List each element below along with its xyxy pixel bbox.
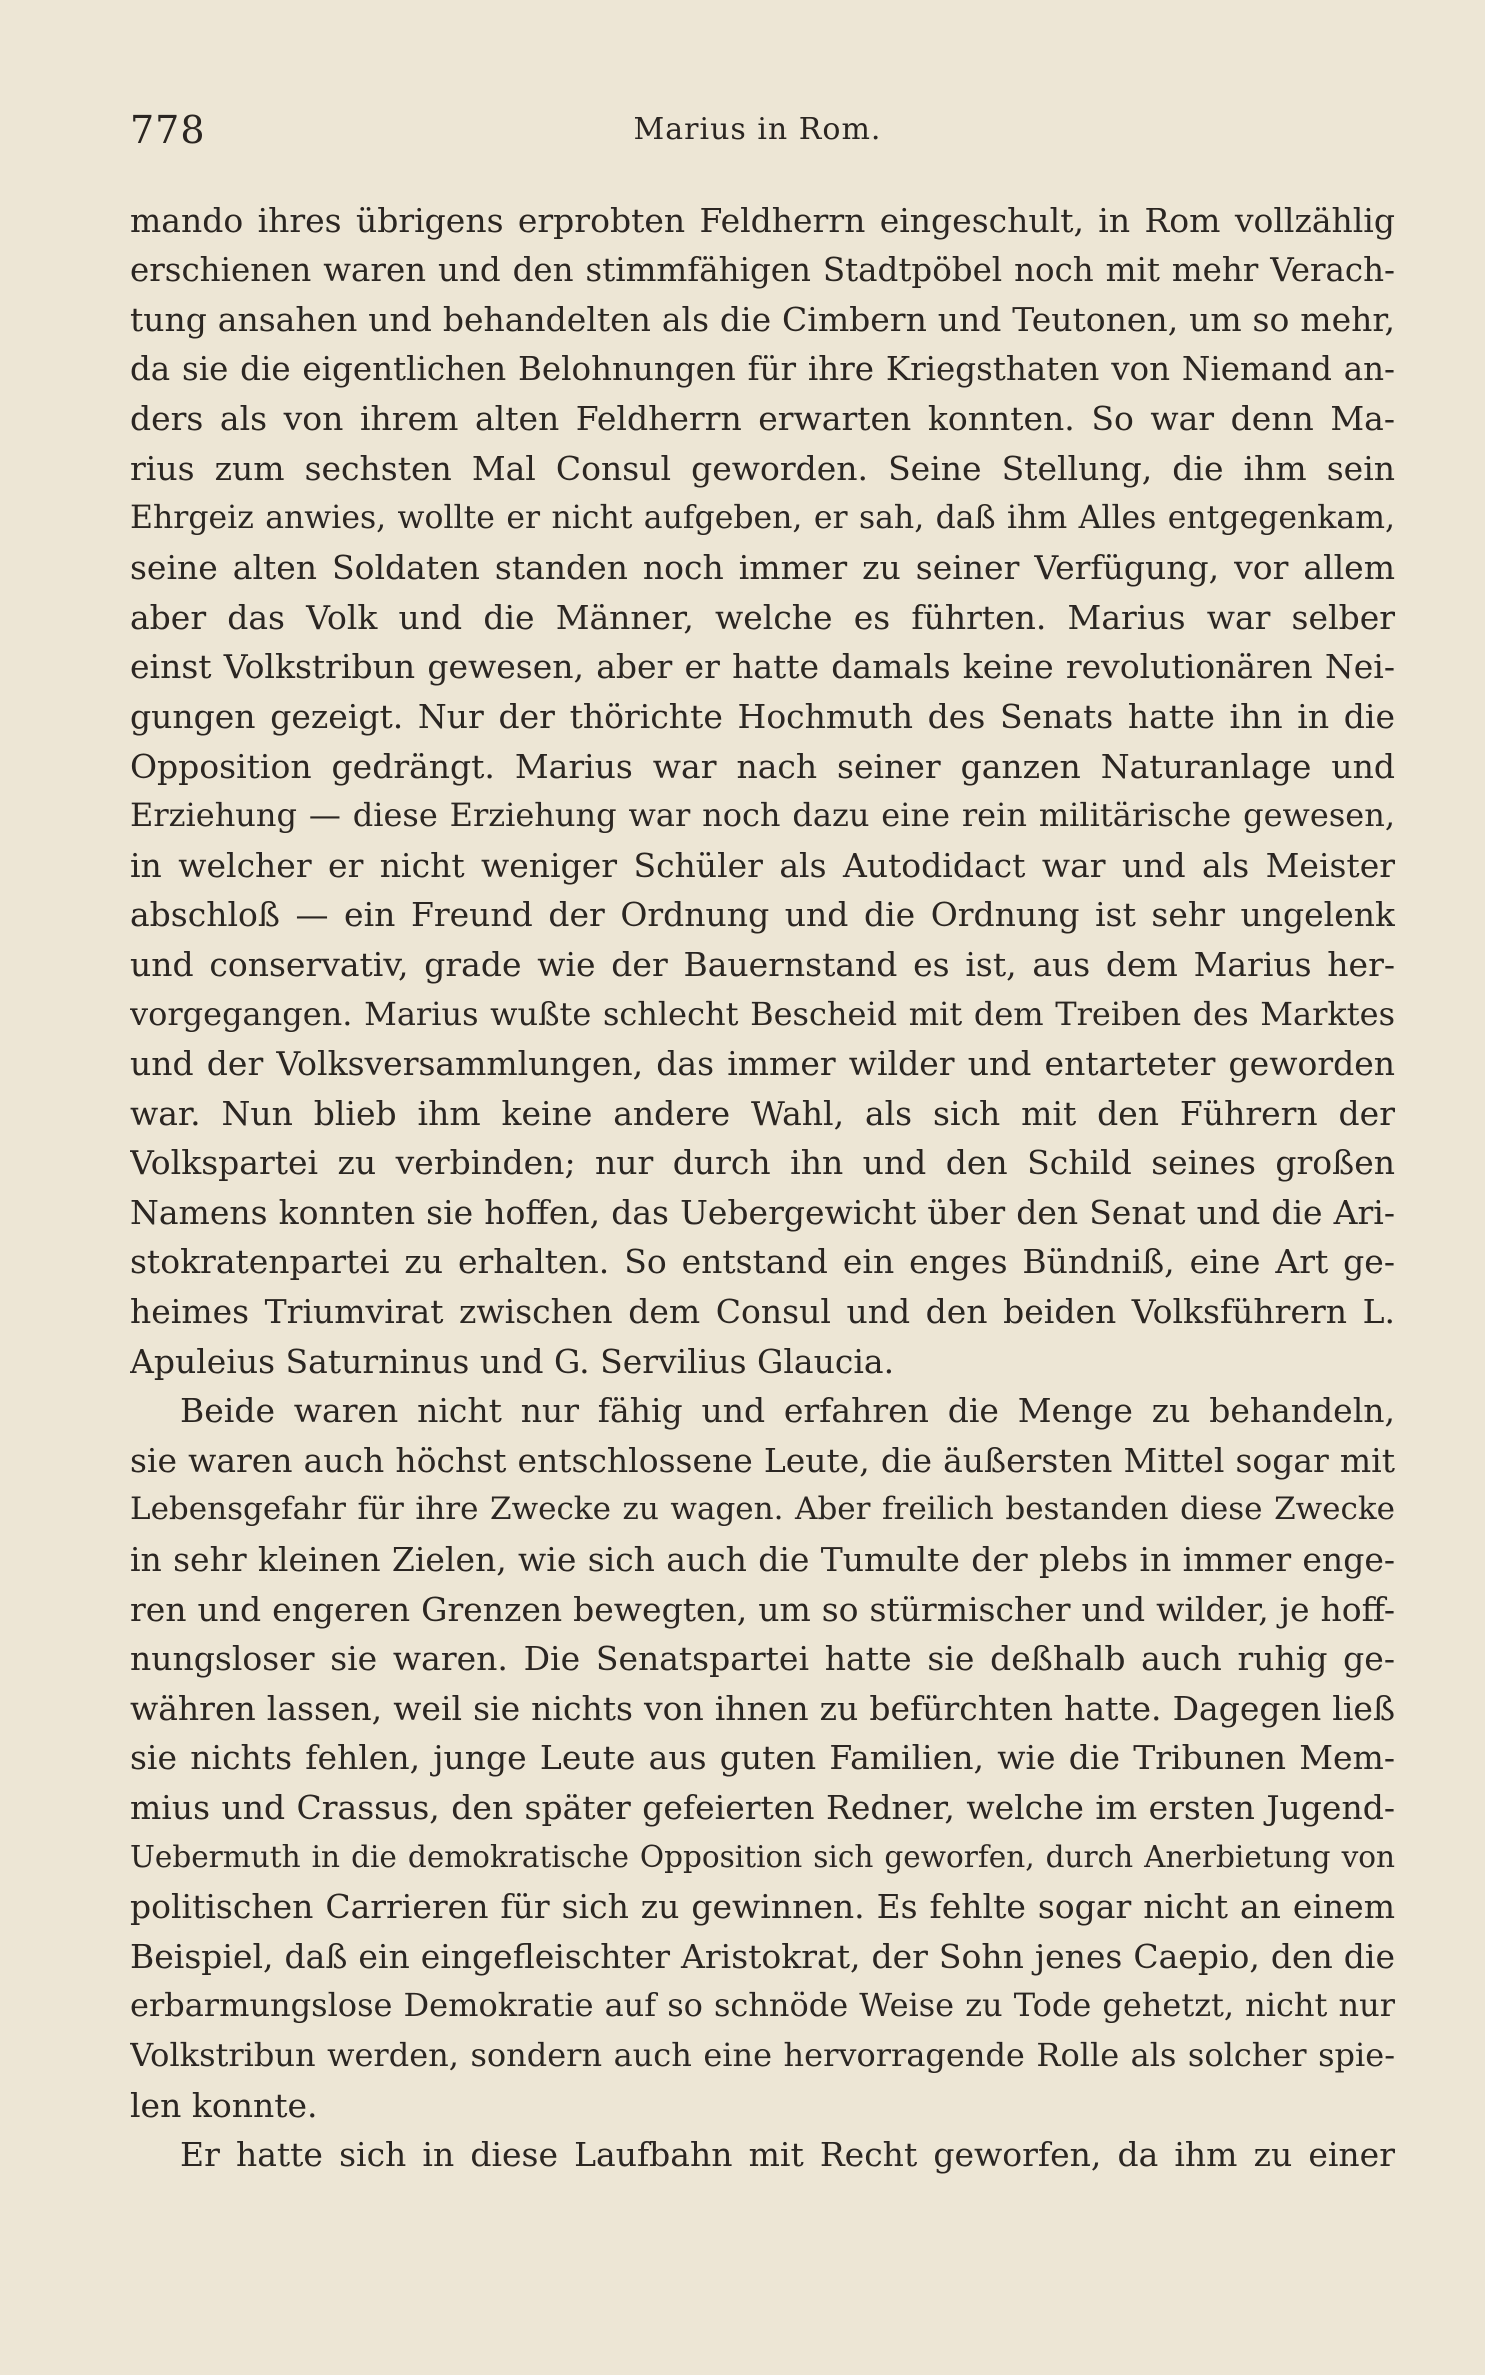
- page-header: [130, 108, 1385, 158]
- text-line: seine alten Soldaten standen noch immer zu seiner Verfügung, vor allem: [130, 548, 1395, 588]
- text-line: Apuleius Saturninus und G. Servilius Glaucia.: [130, 1341, 895, 1381]
- text-line: sie nichts fehlen, junge Leute aus guten Familien, wie die Tribunen Mem-: [130, 1738, 1395, 1778]
- text-line: abschloß — ein Freund der Ordnung und die Ordnung ist sehr ungelenk: [130, 895, 1395, 935]
- text-body: [130, 196, 1395, 2180]
- page-number: 778: [130, 108, 206, 152]
- text-line: heimes Triumvirat zwischen dem Consul und den beiden Volksführern L.: [130, 1292, 1395, 1332]
- text-line: Volkstribun werden, sondern auch eine hervorragende Rolle als solcher spie-: [130, 2035, 1395, 2074]
- text-line: gungen gezeigt. Nur der thörichte Hochmuth des Senats hatte ihn in die: [130, 696, 1395, 736]
- running-title: Marius in Rom.: [633, 112, 882, 147]
- text-line: vorgegangen. Marius wußte schlecht Bescheid mit dem Treiben des Marktes: [130, 994, 1395, 1033]
- text-line: aber das Volk und die Männer, welche es führten. Marius war selber: [130, 597, 1395, 637]
- text-line: Erziehung — diese Erziehung war noch dazu eine rein militärische gewesen,: [130, 796, 1395, 835]
- text-line: Ehrgeiz anwies, wollte er nicht aufgeben, er sah, daß ihm Alles entgegenkam,: [130, 499, 1395, 536]
- text-line: Namens konnten sie hoffen, das Uebergewicht über den Senat und die Ari-: [130, 1192, 1395, 1232]
- text-line: nungsloser sie waren. Die Senatspartei hatte sie deßhalb auch ruhig ge-: [130, 1639, 1395, 1679]
- text-line: ders als von ihrem alten Feldherrn erwarten konnten. So war denn Ma-: [130, 399, 1395, 439]
- text-line: len konnte.: [130, 2085, 318, 2125]
- text-line: stokratenpartei zu erhalten. So entstand ein enges Bündniß, eine Art ge-: [130, 1242, 1395, 1282]
- text-line: währen lassen, weil sie nichts von ihnen zu befürchten hatte. Dagegen ließ: [130, 1688, 1395, 1728]
- text-line: erschienen waren und den stimmfähigen Stadtpöbel noch mit mehr Verach-: [130, 250, 1395, 289]
- text-line: politischen Carrieren für sich zu gewinnen. Es fehlte sogar nicht an einem: [130, 1887, 1395, 1927]
- text-line: erbarmungslose Demokratie auf so schnöde Weise zu Tode gehetzt, nicht nur: [130, 1986, 1395, 2025]
- text-line: Er hatte sich in diese Laufbahn mit Recht geworfen, da ihm zu einer: [180, 2135, 1395, 2175]
- text-line: in welcher er nicht weniger Schüler als Autodidact war und als Meister: [130, 845, 1395, 885]
- text-line: ren und engeren Grenzen bewegten, um so stürmischer und wilder, je hoff-: [130, 1589, 1395, 1629]
- text-line: war. Nun blieb ihm keine andere Wahl, als sich mit den Führern der: [130, 1093, 1395, 1133]
- text-line: in sehr kleinen Zielen, wie sich auch die Tumulte der plebs in immer enge-: [130, 1540, 1395, 1580]
- text-line: Lebensgefahr für ihre Zwecke zu wagen. Aber freilich bestanden diese Zwecke: [130, 1491, 1395, 1528]
- text-line: Beispiel, daß ein eingefleischter Aristokrat, der Sohn jenes Caepio, den die: [130, 1936, 1395, 1976]
- text-line: einst Volkstribun gewesen, aber er hatte damals keine revolutionären Nei-: [130, 647, 1395, 687]
- text-line: tung ansahen und behandelten als die Cimbern und Teutonen, um so mehr,: [130, 300, 1395, 340]
- text-line: sie waren auch höchst entschlossene Leute, die äußersten Mittel sogar mit: [130, 1440, 1395, 1480]
- text-line: rius zum sechsten Mal Consul geworden. Seine Stellung, die ihm sein: [130, 448, 1395, 488]
- text-line: mius und Crassus, den später gefeierten Redner, welche im ersten Jugend-: [130, 1788, 1395, 1827]
- text-line: und der Volksversammlungen, das immer wilder und entarteter geworden: [130, 1044, 1395, 1084]
- text-line: Volkspartei zu verbinden; nur durch ihn und den Schild seines großen: [130, 1143, 1395, 1183]
- text-line: mando ihres übrigens erprobten Feldherrn eingeschult, in Rom vollzählig: [130, 201, 1395, 240]
- text-line: Uebermuth in die demokratische Opposition sich geworfen, durch Anerbietung von: [130, 1839, 1395, 1874]
- text-line: da sie die eigentlichen Belohnungen für ihre Kriegsthaten von Niemand an-: [130, 349, 1395, 388]
- text-line: und conservativ, grade wie der Bauernstand es ist, aus dem Marius her-: [130, 944, 1395, 984]
- text-line: Beide waren nicht nur fähig und erfahren die Menge zu behandeln,: [180, 1391, 1395, 1431]
- text-line: Opposition gedrängt. Marius war nach seiner ganzen Naturanlage und: [130, 746, 1395, 786]
